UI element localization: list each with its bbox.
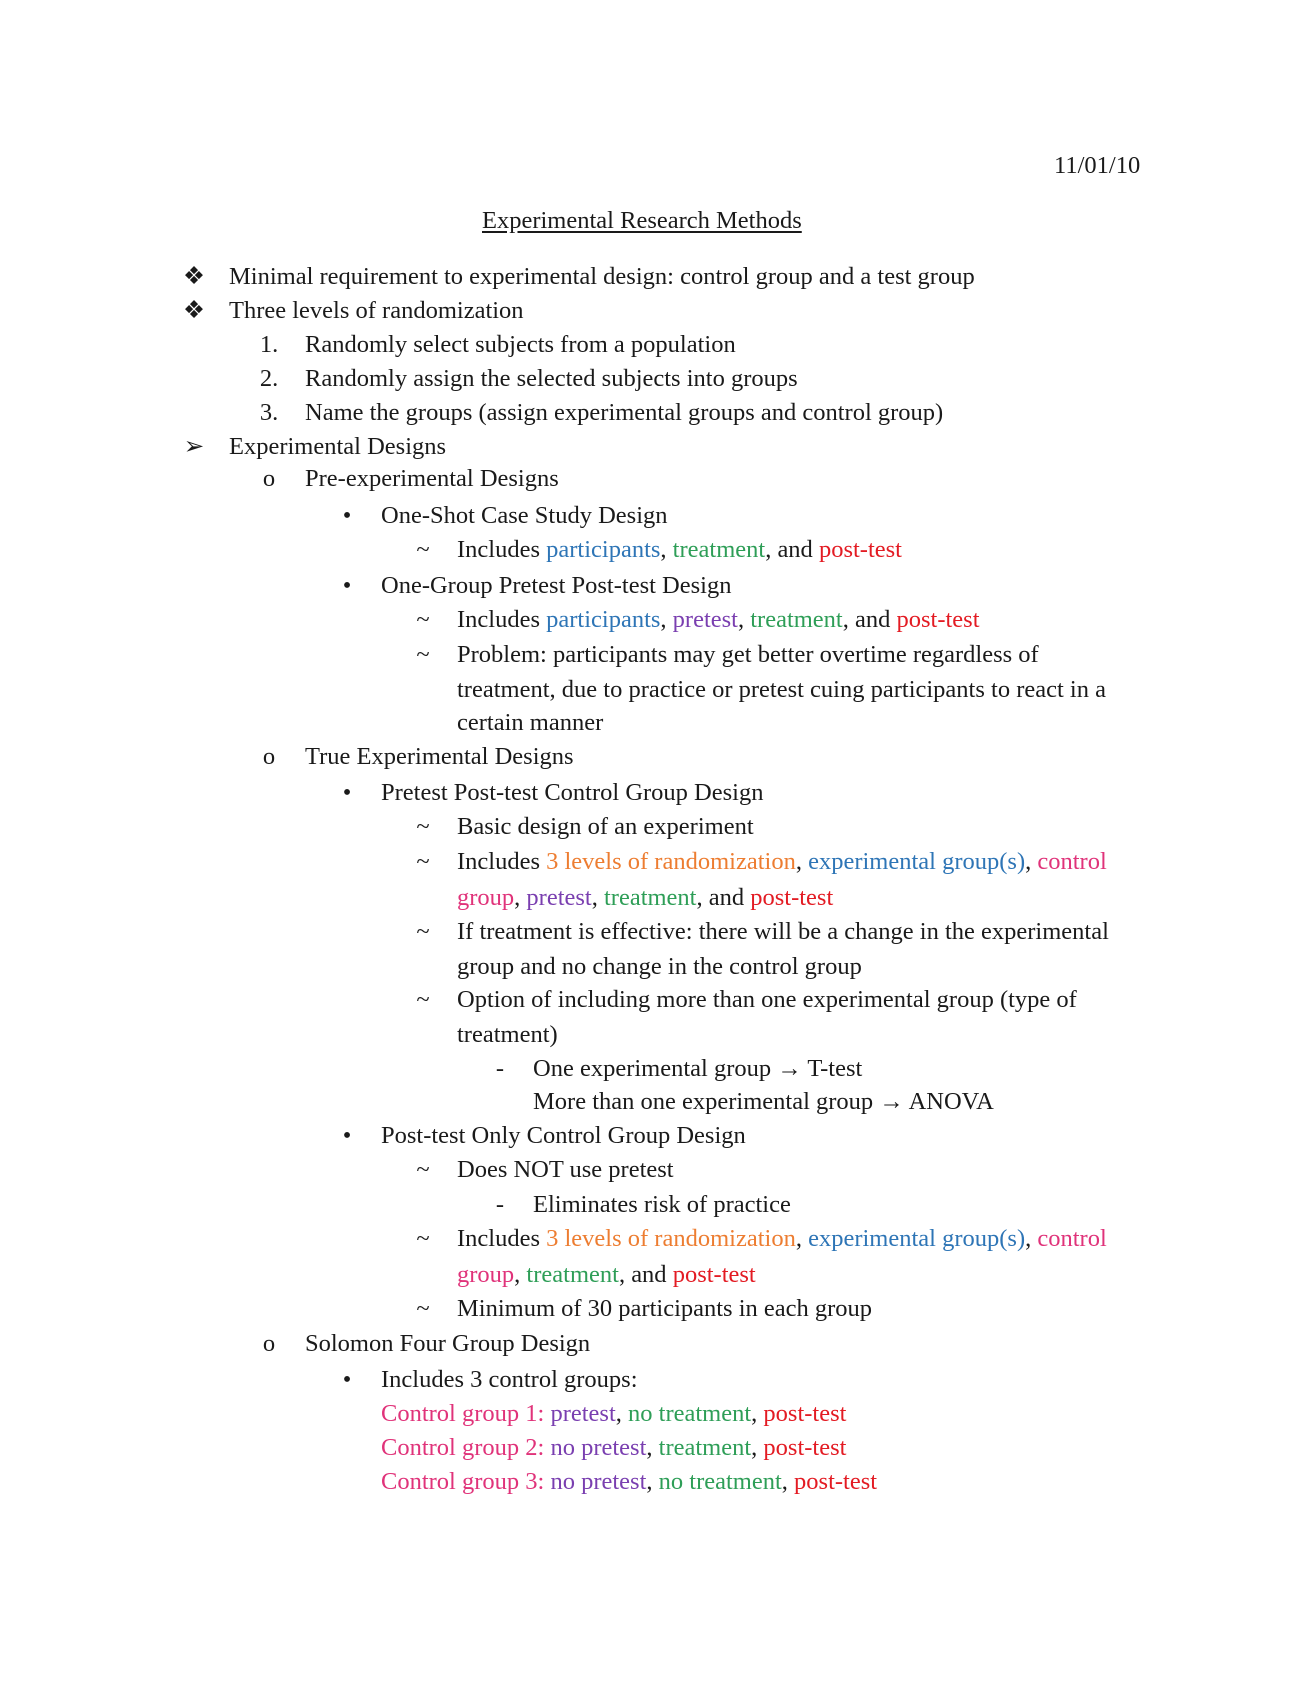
outline-line <box>305 364 798 394</box>
text-segment: group <box>457 1261 515 1288</box>
outline-line <box>457 985 1077 1015</box>
text-segment: Minimum of 30 participants in each group <box>457 1295 873 1322</box>
text-segment: , <box>751 1400 764 1427</box>
outline-line <box>457 917 1109 947</box>
outline-line <box>457 952 862 982</box>
text-segment: Includes <box>457 536 547 563</box>
text-segment: pretest <box>550 1400 616 1427</box>
outline-line <box>457 535 902 565</box>
list-number: 3. <box>259 399 279 426</box>
document-date: 11/01/10 <box>1054 152 1141 179</box>
outline-line <box>533 1054 862 1084</box>
text-segment: Experimental Designs <box>229 433 447 460</box>
outline-line <box>457 1224 1107 1254</box>
text-segment: One experimental group → T-test <box>533 1055 863 1082</box>
text-segment: 3 levels of randomization <box>546 848 796 875</box>
text-segment: participants <box>546 606 661 633</box>
outline-line <box>305 464 559 494</box>
outline-line <box>457 1020 558 1050</box>
diamond-bullet-icon: ❖ <box>183 263 205 290</box>
outline-line <box>381 1433 846 1463</box>
text-segment: , <box>646 1468 659 1495</box>
text-segment: , <box>646 1434 659 1461</box>
outline-line <box>381 1399 846 1429</box>
outline-line <box>457 883 833 913</box>
list-number: 2. <box>259 365 279 392</box>
text-segment: group <box>457 884 515 911</box>
text-segment: More than one experimental group → ANOVA <box>533 1088 994 1115</box>
circle-bullet-icon: o <box>262 465 276 492</box>
text-segment: , <box>795 1225 809 1252</box>
outline-line <box>533 1190 791 1220</box>
text-segment: control <box>1037 848 1107 875</box>
text-segment: treatment) <box>457 1021 558 1048</box>
text-segment: no treatment <box>658 1468 782 1495</box>
text-segment: post-test <box>763 1434 847 1461</box>
text-segment: experimental group(s) <box>808 848 1026 875</box>
text-segment: treatment <box>658 1434 752 1461</box>
outline-line <box>229 296 524 326</box>
text-segment: post-test <box>672 1261 756 1288</box>
text-segment: One-Group Pretest Post-test Design <box>381 572 732 599</box>
text-segment: , <box>514 884 527 911</box>
outline-line <box>305 1329 590 1359</box>
text-segment: , <box>781 1468 795 1495</box>
text-segment: Control group 1: <box>381 1400 551 1427</box>
outline-line <box>305 330 736 360</box>
diamond-bullet-icon: ❖ <box>183 297 205 324</box>
arrow-bullet-icon: ➢ <box>183 433 205 460</box>
text-segment: , <box>615 1400 629 1427</box>
text-segment: Includes <box>457 848 547 875</box>
outline-line <box>457 1155 674 1185</box>
text-segment: , <box>514 1261 527 1288</box>
text-segment: Randomly select subjects from a population <box>305 331 736 358</box>
outline-line <box>381 778 763 808</box>
text-segment: post-test <box>818 536 902 563</box>
text-segment: post-test <box>763 1400 847 1427</box>
text-segment: pretest <box>672 606 738 633</box>
text-segment: Randomly assign the selected subjects into groups <box>305 365 798 392</box>
text-segment: , <box>591 884 604 911</box>
text-segment: Post-test Only Control Group Design <box>381 1122 746 1149</box>
text-segment: , <box>751 1434 764 1461</box>
text-segment: pretest <box>526 884 592 911</box>
dot-bullet-icon: • <box>342 1366 352 1393</box>
text-segment: Problem: participants may get better overtime regardless of <box>457 641 1039 668</box>
text-segment: , and <box>765 536 819 563</box>
text-segment: certain manner <box>457 709 604 736</box>
tilde-bullet-icon: ~ <box>416 1156 430 1183</box>
text-segment: Does NOT use pretest <box>457 1156 674 1183</box>
tilde-bullet-icon: ~ <box>416 536 430 563</box>
text-segment: , <box>737 606 751 633</box>
text-segment: , <box>660 536 673 563</box>
outline-line <box>457 812 754 842</box>
text-segment: , <box>795 848 809 875</box>
outline-line <box>305 742 574 772</box>
text-segment: Pretest Post-test Control Group Design <box>381 779 764 806</box>
text-segment: Name the groups (assign experimental groups and control group) <box>305 399 944 426</box>
text-segment: Three levels of randomization <box>229 297 524 324</box>
text-segment: treatment <box>526 1261 619 1288</box>
outline-line <box>381 1467 877 1497</box>
text-segment: post-test <box>794 1468 878 1495</box>
dot-bullet-icon: • <box>342 572 352 599</box>
outline-line <box>457 675 1106 705</box>
text-segment: Control group 2: <box>381 1434 551 1461</box>
outline-line <box>533 1087 994 1117</box>
dash-bullet-icon: - <box>495 1191 505 1218</box>
text-segment: control <box>1037 1225 1107 1252</box>
text-segment: One-Shot Case Study Design <box>381 502 668 529</box>
text-segment: treatment <box>750 606 843 633</box>
tilde-bullet-icon: ~ <box>416 986 430 1013</box>
text-segment: Basic design of an experiment <box>457 813 754 840</box>
outline-line <box>381 501 668 531</box>
text-segment: participants <box>546 536 661 563</box>
outline-line <box>457 847 1107 877</box>
dot-bullet-icon: • <box>342 502 352 529</box>
outline-line <box>457 708 603 738</box>
text-segment: Includes <box>457 1225 547 1252</box>
text-segment: , <box>1025 1225 1038 1252</box>
text-segment: treatment <box>603 884 697 911</box>
outline-line <box>457 640 1039 670</box>
outline-line <box>457 1294 872 1324</box>
text-segment: If treatment is effective: there will be a change in the experimental <box>457 918 1109 945</box>
text-segment: 3 levels of randomization <box>546 1225 796 1252</box>
text-segment: no pretest <box>550 1434 647 1461</box>
tilde-bullet-icon: ~ <box>416 813 430 840</box>
dash-bullet-icon: - <box>495 1055 505 1082</box>
tilde-bullet-icon: ~ <box>416 1225 430 1252</box>
circle-bullet-icon: o <box>262 743 276 770</box>
outline-line <box>381 1365 638 1395</box>
outline-line <box>381 1121 746 1151</box>
text-segment: treatment <box>672 536 766 563</box>
text-segment: Includes <box>457 606 547 633</box>
outline-line <box>229 432 446 462</box>
text-segment: , <box>1025 848 1038 875</box>
text-segment: group and no change in the control group <box>457 953 862 980</box>
text-segment: , and <box>696 884 751 911</box>
outline-line <box>457 605 980 635</box>
list-number: 1. <box>259 331 279 358</box>
text-segment: True Experimental Designs <box>305 743 574 770</box>
text-segment: , <box>660 606 673 633</box>
circle-bullet-icon: o <box>262 1330 276 1357</box>
text-segment: no pretest <box>550 1468 647 1495</box>
document-title: Experimental Research Methods <box>482 207 802 234</box>
outline-line <box>229 262 975 292</box>
text-segment: , and <box>618 1261 673 1288</box>
text-segment: Option of including more than one experimental group (type of <box>457 986 1077 1013</box>
text-segment: treatment, due to practice or pretest cuing participants to react in a <box>457 676 1106 703</box>
tilde-bullet-icon: ~ <box>416 918 430 945</box>
outline-line <box>457 1260 756 1290</box>
text-segment: , and <box>842 606 897 633</box>
dot-bullet-icon: • <box>342 1122 352 1149</box>
dot-bullet-icon: • <box>342 779 352 806</box>
outline-line <box>381 571 731 601</box>
tilde-bullet-icon: ~ <box>416 641 430 668</box>
text-segment: experimental group(s) <box>808 1225 1026 1252</box>
outline-line <box>305 398 943 428</box>
text-segment: post-test <box>896 606 980 633</box>
text-segment: Includes 3 control groups: <box>381 1366 638 1393</box>
text-segment: Eliminates risk of practice <box>533 1191 791 1218</box>
tilde-bullet-icon: ~ <box>416 1295 430 1322</box>
text-segment: Solomon Four Group Design <box>305 1330 591 1357</box>
text-segment: no treatment <box>628 1400 752 1427</box>
tilde-bullet-icon: ~ <box>416 606 430 633</box>
tilde-bullet-icon: ~ <box>416 848 430 875</box>
text-segment: Pre-experimental Designs <box>305 465 559 492</box>
text-segment: Minimal requirement to experimental design: control group and a test group <box>229 263 975 290</box>
text-segment: post-test <box>750 884 834 911</box>
text-segment: Control group 3: <box>381 1468 551 1495</box>
